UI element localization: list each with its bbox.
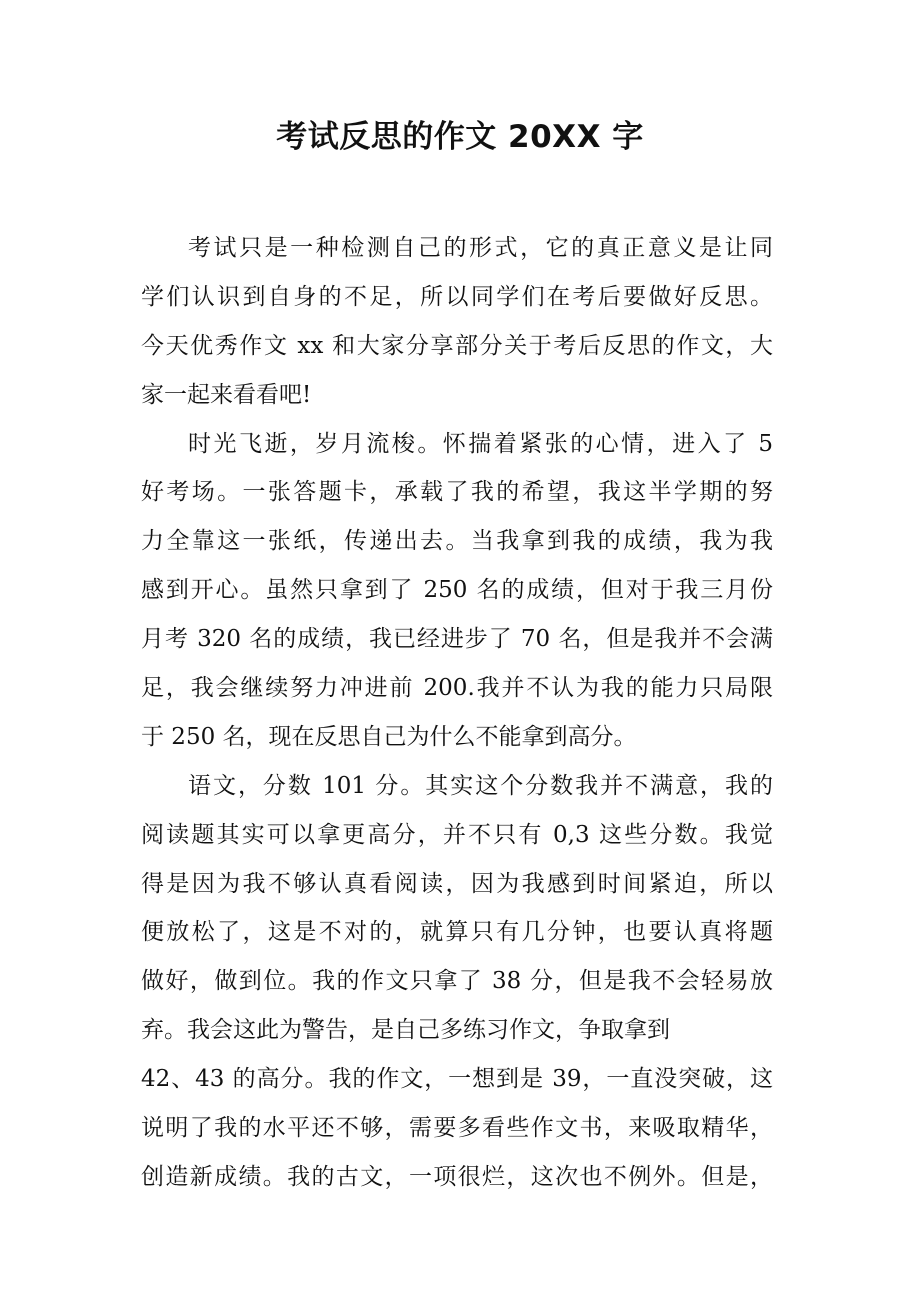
paragraph-2-line: 于 250 名，现在反思自己为什么不能拿到高分。 <box>141 723 637 750</box>
paragraph-1-line: 考试只是一种检测自己的形式，它的真正意义是让同 <box>188 235 773 261</box>
paragraph-1-line: 家一起来看看吧! <box>141 381 312 408</box>
paragraph-2-line: 感到开心。虽然只拿到了 250 名的成绩，但对于我三月份 <box>141 577 773 604</box>
paragraph-3-line: 语文，分数 101 分。其实这个分数我并不满意，我的 <box>188 772 773 799</box>
paragraph-2-line: 时光飞逝，岁月流梭。怀揣着紧张的心情，进入了 5 <box>188 430 773 457</box>
paragraph-1-line: 今天优秀作文 xx 和大家分享部分关于考后反思的作文，大 <box>141 332 773 359</box>
document-body <box>141 224 773 1202</box>
paragraph-1-line: 学们认识到自身的不足，所以同学们在考后要做好反思。 <box>141 283 773 310</box>
paragraph-3-line: 做好，做到位。我的作文只拿了 38 分，但是我不会轻易放 <box>141 968 773 995</box>
paragraph-2-line: 足，我会继续努力冲进前 200.我并不认为我的能力只局限 <box>141 675 773 702</box>
page-title: 考试反思的作文 20XX 字 <box>276 119 644 155</box>
paragraph-3-line: 得是因为我不够认真看阅读，因为我感到时间紧迫，所以 <box>141 870 773 897</box>
paragraph-3-line: 弃。我会这此为警告，是自己多练习作文，争取拿到 <box>141 1017 670 1044</box>
paragraph-3-line: 创造新成绩。我的古文，一项很烂，这次也不例外。但是， <box>141 1163 773 1190</box>
paragraph-2-line: 好考场。一张答题卡，承载了我的希望，我这半学期的努 <box>141 479 773 506</box>
paragraph-3-line: 说明了我的水平还不够，需要多看些作文书，来吸取精华， <box>141 1115 773 1142</box>
paragraph-3-line: 便放松了，这是不对的，就算只有几分钟，也要认真将题 <box>141 919 773 946</box>
paragraph-2-line: 力全靠这一张纸，传递出去。当我拿到我的成绩，我为我 <box>141 528 773 555</box>
paragraph-3-line: 阅读题其实可以拿更高分，并不只有 0,3 这些分数。我觉 <box>141 821 773 848</box>
paragraph-3-line: 42、43 的高分。我的作文，一想到是 39，一直没突破，这 <box>141 1066 773 1093</box>
paragraph-2-line: 月考 320 名的成绩，我已经进步了 70 名，但是我并不会满 <box>141 626 773 653</box>
